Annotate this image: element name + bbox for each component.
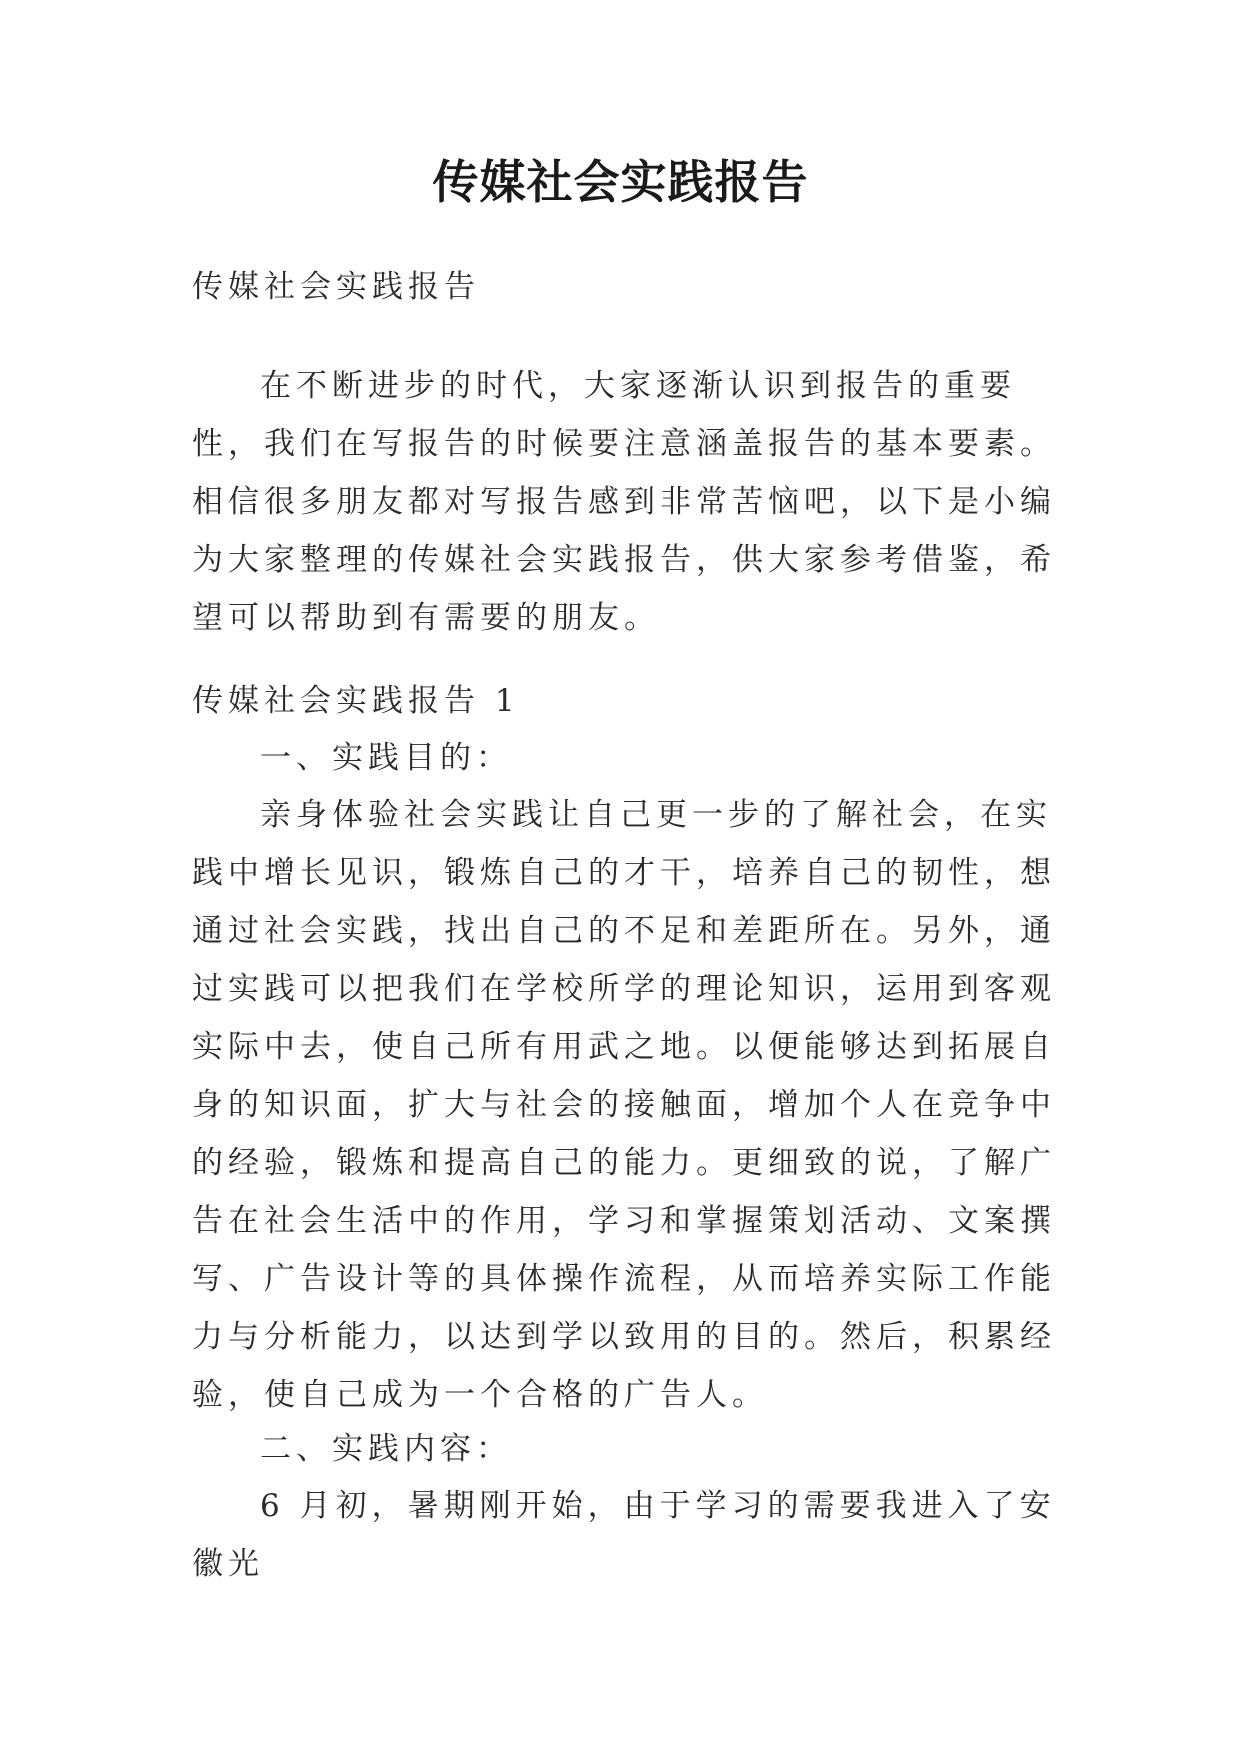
part2-paragraph bbox=[192, 1477, 1062, 1593]
section1-heading-text: 传媒社会实践报告 1 bbox=[192, 683, 520, 719]
document-subtitle bbox=[192, 258, 1062, 316]
part2-heading bbox=[192, 1420, 1062, 1478]
subtitle-text: 传媒社会实践报告 bbox=[192, 269, 480, 305]
part1-text: 亲身体验社会实践让自己更一步的了解社会，在实践中增长见识，锻炼自己的才干，培养自己的韧性，想通过社会实践，找出自己的不足和差距所在。另外，通过实践可以把我们在学校所学的理论知识，运用到客观实际中去，使自己所有用武之地。以便能够达到拓展自身的知识面，扩大与社会的接触面，增加个人在竞争中的经验，锻炼和提高自己的能力。更细致的说，了解广告在社会生活中的作用，学习和掌握策划活动、文案撰写、广告设计等的具体操作流程，从而培养实际工作能力与分析能力，以达到学以致用的目的。然后，积累经验，使自己成为一个合格的广告人。 bbox=[192, 797, 1056, 1413]
part1-paragraph bbox=[192, 786, 1062, 1424]
part1-heading-text: 一、实践目的： bbox=[260, 740, 512, 776]
part2-text: 6 月初，暑期刚开始，由于学习的需要我进入了安徽光 bbox=[192, 1488, 1056, 1582]
part1-heading bbox=[192, 729, 1062, 787]
document-title: 传媒社会实践报告 bbox=[432, 155, 809, 209]
section-heading bbox=[192, 672, 1062, 730]
intro-paragraph bbox=[192, 357, 1062, 647]
intro-text: 在不断进步的时代，大家逐渐认识到报告的重要性，我们在写报告的时候要注意涵盖报告的基本要素。相信很多朋友都对写报告感到非常苦恼吧，以下是小编为大家整理的传媒社会实践报告，供大家参考借鉴，希望可以帮助到有需要的朋友。 bbox=[192, 368, 1056, 636]
part2-heading-text: 二、实践内容： bbox=[260, 1431, 512, 1467]
